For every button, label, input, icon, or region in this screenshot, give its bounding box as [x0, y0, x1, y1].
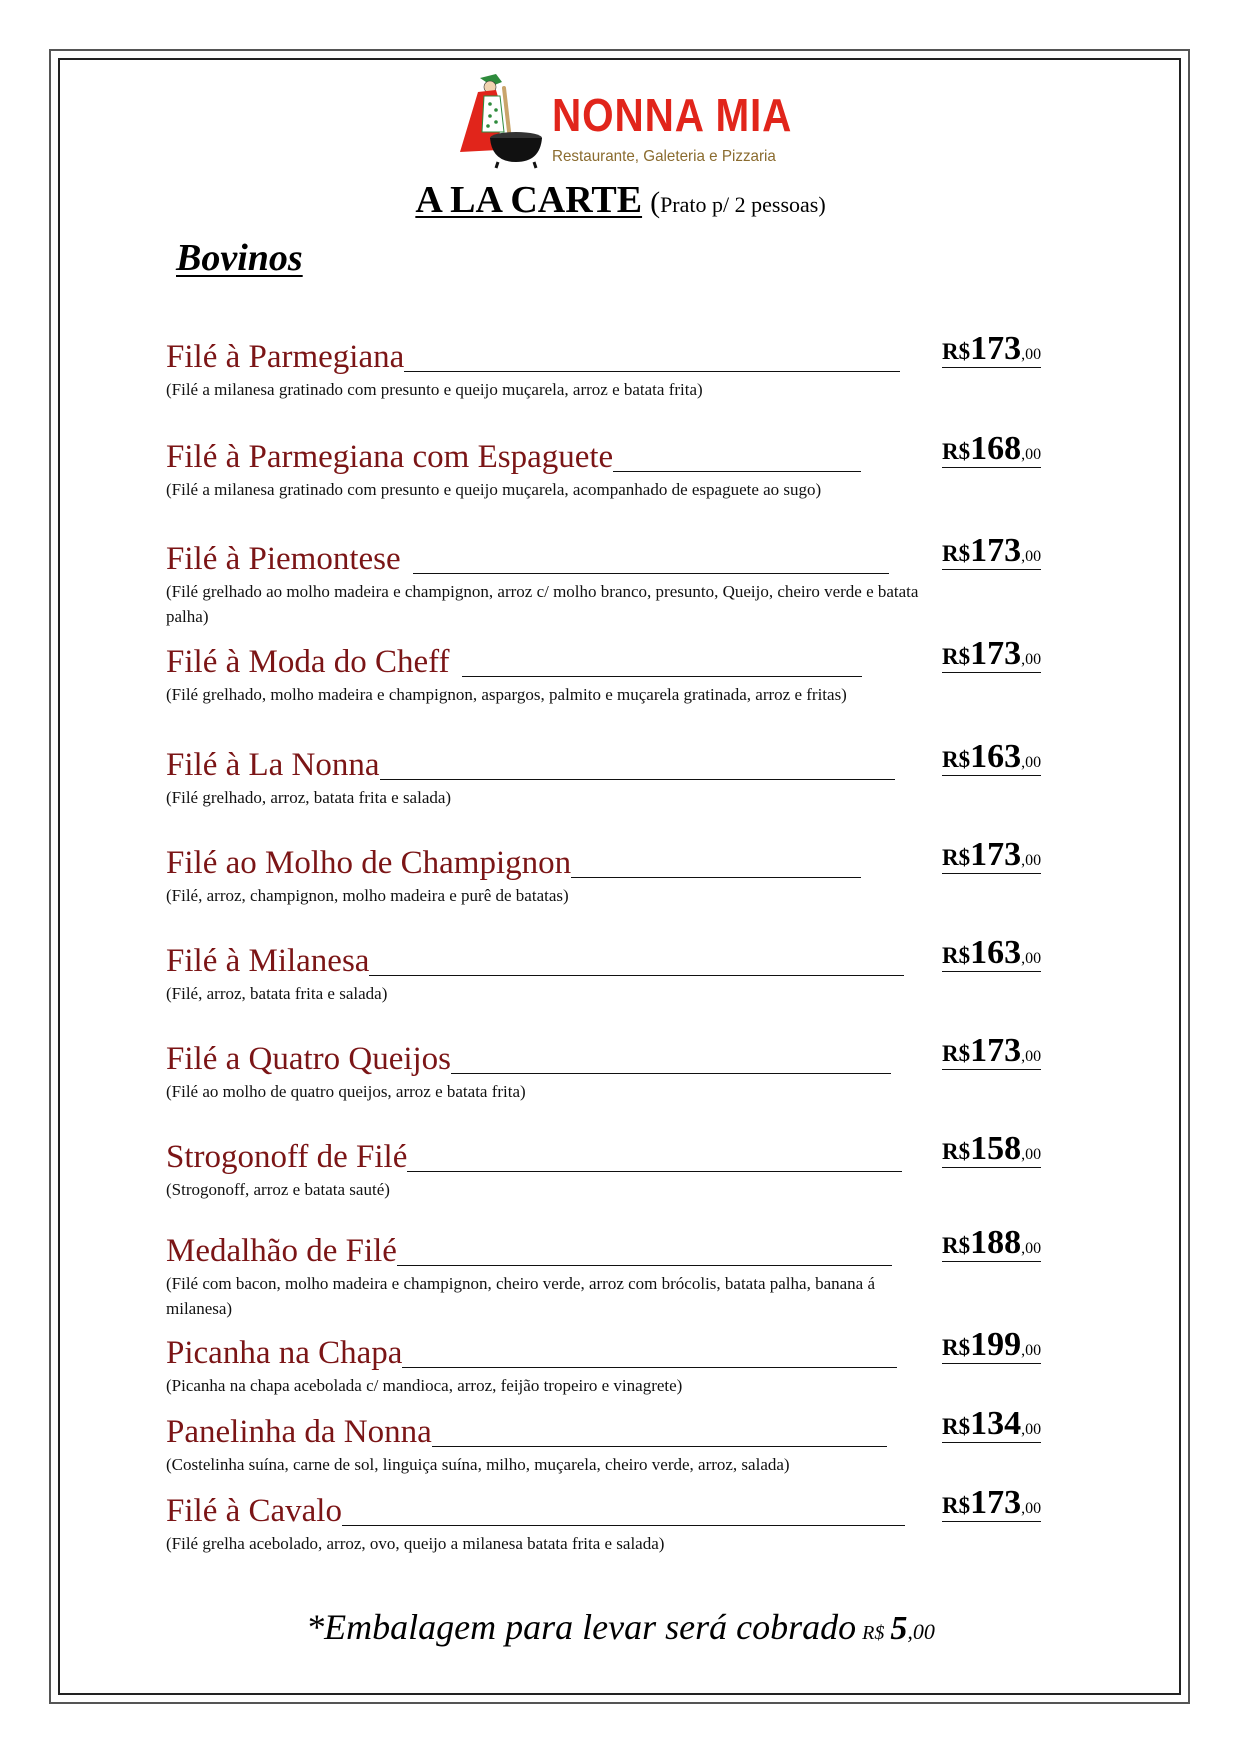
- item-price: [942, 1407, 1041, 1443]
- leader-line: [402, 1367, 897, 1368]
- price-cents: ,00: [1021, 1500, 1042, 1517]
- item-price: [942, 1486, 1041, 1522]
- item-description: (Filé ao molho de quatro queijos, arroz e batata frita): [166, 1082, 526, 1101]
- item-price: [942, 332, 1041, 368]
- price-value: 173: [970, 1032, 1022, 1069]
- leader-line: [397, 1265, 892, 1266]
- item-price: [942, 1328, 1041, 1364]
- price-currency: R$: [942, 541, 971, 566]
- price-currency: R$: [942, 439, 971, 464]
- section-title: Bovinos: [176, 237, 303, 279]
- item-price: [942, 1034, 1041, 1070]
- brand-logo: [452, 70, 812, 170]
- leader-line: [369, 975, 904, 976]
- price-cents: ,00: [1021, 346, 1042, 363]
- menu-item: [166, 532, 1086, 626]
- price-cents: ,00: [1021, 1048, 1042, 1065]
- item-description: (Filé, arroz, champignon, molho madeira e purê de batatas): [166, 886, 569, 905]
- item-description: (Filé a milanesa gratinado com presunto e queijo muçarela, acompanhado de espaguete ao sugo): [166, 480, 822, 499]
- leader-line: [451, 1073, 891, 1074]
- price-value: 199: [970, 1326, 1022, 1363]
- menu-heading: [0, 178, 1241, 222]
- menu-item: [166, 836, 1086, 916]
- price-currency: R$: [942, 747, 971, 772]
- price-currency: R$: [942, 845, 971, 870]
- price-value: 158: [970, 1130, 1022, 1167]
- price-cents: ,00: [1021, 950, 1042, 967]
- price-currency: R$: [942, 1335, 971, 1360]
- brand-tagline: Restaurante, Galeteria e Pizzaria: [552, 148, 776, 165]
- heading-open-paren: (: [650, 186, 661, 219]
- packaging-note: [0, 1606, 1241, 1648]
- price-cents: ,00: [1021, 1240, 1042, 1257]
- menu-item: [166, 330, 1086, 410]
- price-cents: ,00: [1021, 754, 1042, 771]
- leader-line: [342, 1525, 905, 1526]
- leader-line: [613, 471, 861, 472]
- menu-item: [166, 1326, 1086, 1406]
- price-value: 134: [970, 1405, 1022, 1442]
- item-name: Filé ao Molho de Champignon: [166, 845, 572, 881]
- item-name: Panelinha da Nonna: [166, 1414, 432, 1450]
- item-price: [942, 1132, 1041, 1168]
- menu-item: [166, 1484, 1086, 1564]
- item-price: [942, 936, 1041, 972]
- item-description: (Filé, arroz, batata frita e salada): [166, 984, 388, 1003]
- item-name: Filé à La Nonna: [166, 747, 380, 783]
- item-description: (Strogonoff, arroz e batata sauté): [166, 1180, 390, 1199]
- item-price: [942, 534, 1041, 570]
- price-currency: R$: [942, 644, 971, 669]
- item-price: [942, 838, 1041, 874]
- item-description: (Filé com bacon, molho madeira e champignon, cheiro verde, arroz com brócolis, batata palha, banana á milanesa): [166, 1274, 875, 1318]
- leader-line: [413, 573, 889, 574]
- item-price: [942, 740, 1041, 776]
- price-currency: R$: [942, 1233, 971, 1258]
- item-name: Filé à Piemontese: [166, 541, 401, 577]
- price-value: 173: [970, 1484, 1022, 1521]
- price-currency: R$: [942, 1414, 971, 1439]
- nonna-cooking-pot-logo-icon: [452, 70, 552, 170]
- leader-line: [407, 1171, 902, 1172]
- price-value: 173: [970, 330, 1022, 367]
- menu-item: [166, 1130, 1086, 1210]
- price-value: 173: [970, 836, 1022, 873]
- leader-line: [571, 877, 861, 878]
- price-currency: R$: [942, 1139, 971, 1164]
- price-cents: ,00: [1021, 1146, 1042, 1163]
- menu-item: [166, 1224, 1086, 1318]
- item-price: [942, 1226, 1041, 1262]
- item-name: Medalhão de Filé: [166, 1233, 397, 1269]
- item-description: (Filé grelhado ao molho madeira e champignon, arroz c/ molho branco, presunto, Queijo, cheiro verde e batata palha): [166, 582, 919, 626]
- item-price: [942, 637, 1041, 673]
- item-name: Filé à Milanesa: [166, 943, 370, 979]
- price-currency: R$: [942, 1041, 971, 1066]
- price-value: 173: [970, 532, 1022, 569]
- item-name: Filé à Moda do Cheff: [166, 644, 450, 680]
- menu-item: [166, 934, 1086, 1014]
- menu-item: [166, 430, 1086, 510]
- price-cents: ,00: [1021, 548, 1042, 565]
- item-description: (Filé grelhado, arroz, batata frita e salada): [166, 788, 452, 807]
- price-value: 173: [970, 635, 1022, 672]
- price-currency: R$: [942, 339, 971, 364]
- menu-item: [166, 635, 1086, 715]
- item-name: Filé à Parmegiana com Espaguete: [166, 439, 614, 475]
- item-description: (Filé a milanesa gratinado com presunto e queijo muçarela, arroz e batata frita): [166, 380, 703, 399]
- leader-line: [380, 779, 895, 780]
- price-value: 188: [970, 1224, 1022, 1261]
- menu-item: [166, 738, 1086, 818]
- packaging-price: 5: [890, 1610, 908, 1647]
- price-value: 163: [970, 934, 1022, 971]
- price-cents: ,00: [1021, 446, 1042, 463]
- brand-name: NONNA MIA: [552, 89, 793, 141]
- price-cents: ,00: [1021, 852, 1042, 869]
- price-value: 168: [970, 430, 1022, 467]
- item-price: [942, 432, 1041, 468]
- item-description: (Costelinha suína, carne de sol, linguiça suína, milho, muçarela, cheiro verde, arroz, salada): [166, 1455, 790, 1474]
- packaging-note-text: *Embalagem para levar será cobrado: [306, 1607, 857, 1647]
- leader-line: [462, 676, 862, 677]
- item-name: Filé a Quatro Queijos: [166, 1041, 452, 1077]
- packaging-currency: R$: [862, 1622, 885, 1644]
- item-description: (Picanha na chapa acebolada c/ mandioca, arroz, feijão tropeiro e vinagrete): [166, 1376, 683, 1395]
- price-cents: ,00: [1021, 1342, 1042, 1359]
- price-value: 163: [970, 738, 1022, 775]
- leader-line: [404, 371, 900, 372]
- price-cents: ,00: [1021, 651, 1042, 668]
- page-title: A LA CARTE: [415, 179, 643, 221]
- item-name: Strogonoff de Filé: [166, 1139, 408, 1175]
- price-currency: R$: [942, 943, 971, 968]
- item-name: Filé à Parmegiana: [166, 339, 405, 375]
- packaging-cents: ,00: [907, 1619, 935, 1644]
- menu-item: [166, 1032, 1086, 1112]
- price-cents: ,00: [1021, 1421, 1042, 1438]
- item-name: Picanha na Chapa: [166, 1335, 403, 1371]
- item-description: (Filé grelhado, molho madeira e champignon, aspargos, palmito e muçarela gratinada, arroz e fritas): [166, 685, 847, 704]
- item-description: (Filé grelha acebolado, arroz, ovo, queijo a milanesa batata frita e salada): [166, 1534, 665, 1553]
- leader-line: [432, 1446, 887, 1447]
- heading-note: Prato p/ 2 pessoas): [660, 192, 826, 217]
- item-name: Filé à Cavalo: [166, 1493, 342, 1529]
- price-currency: R$: [942, 1493, 971, 1518]
- menu-item: [166, 1405, 1086, 1485]
